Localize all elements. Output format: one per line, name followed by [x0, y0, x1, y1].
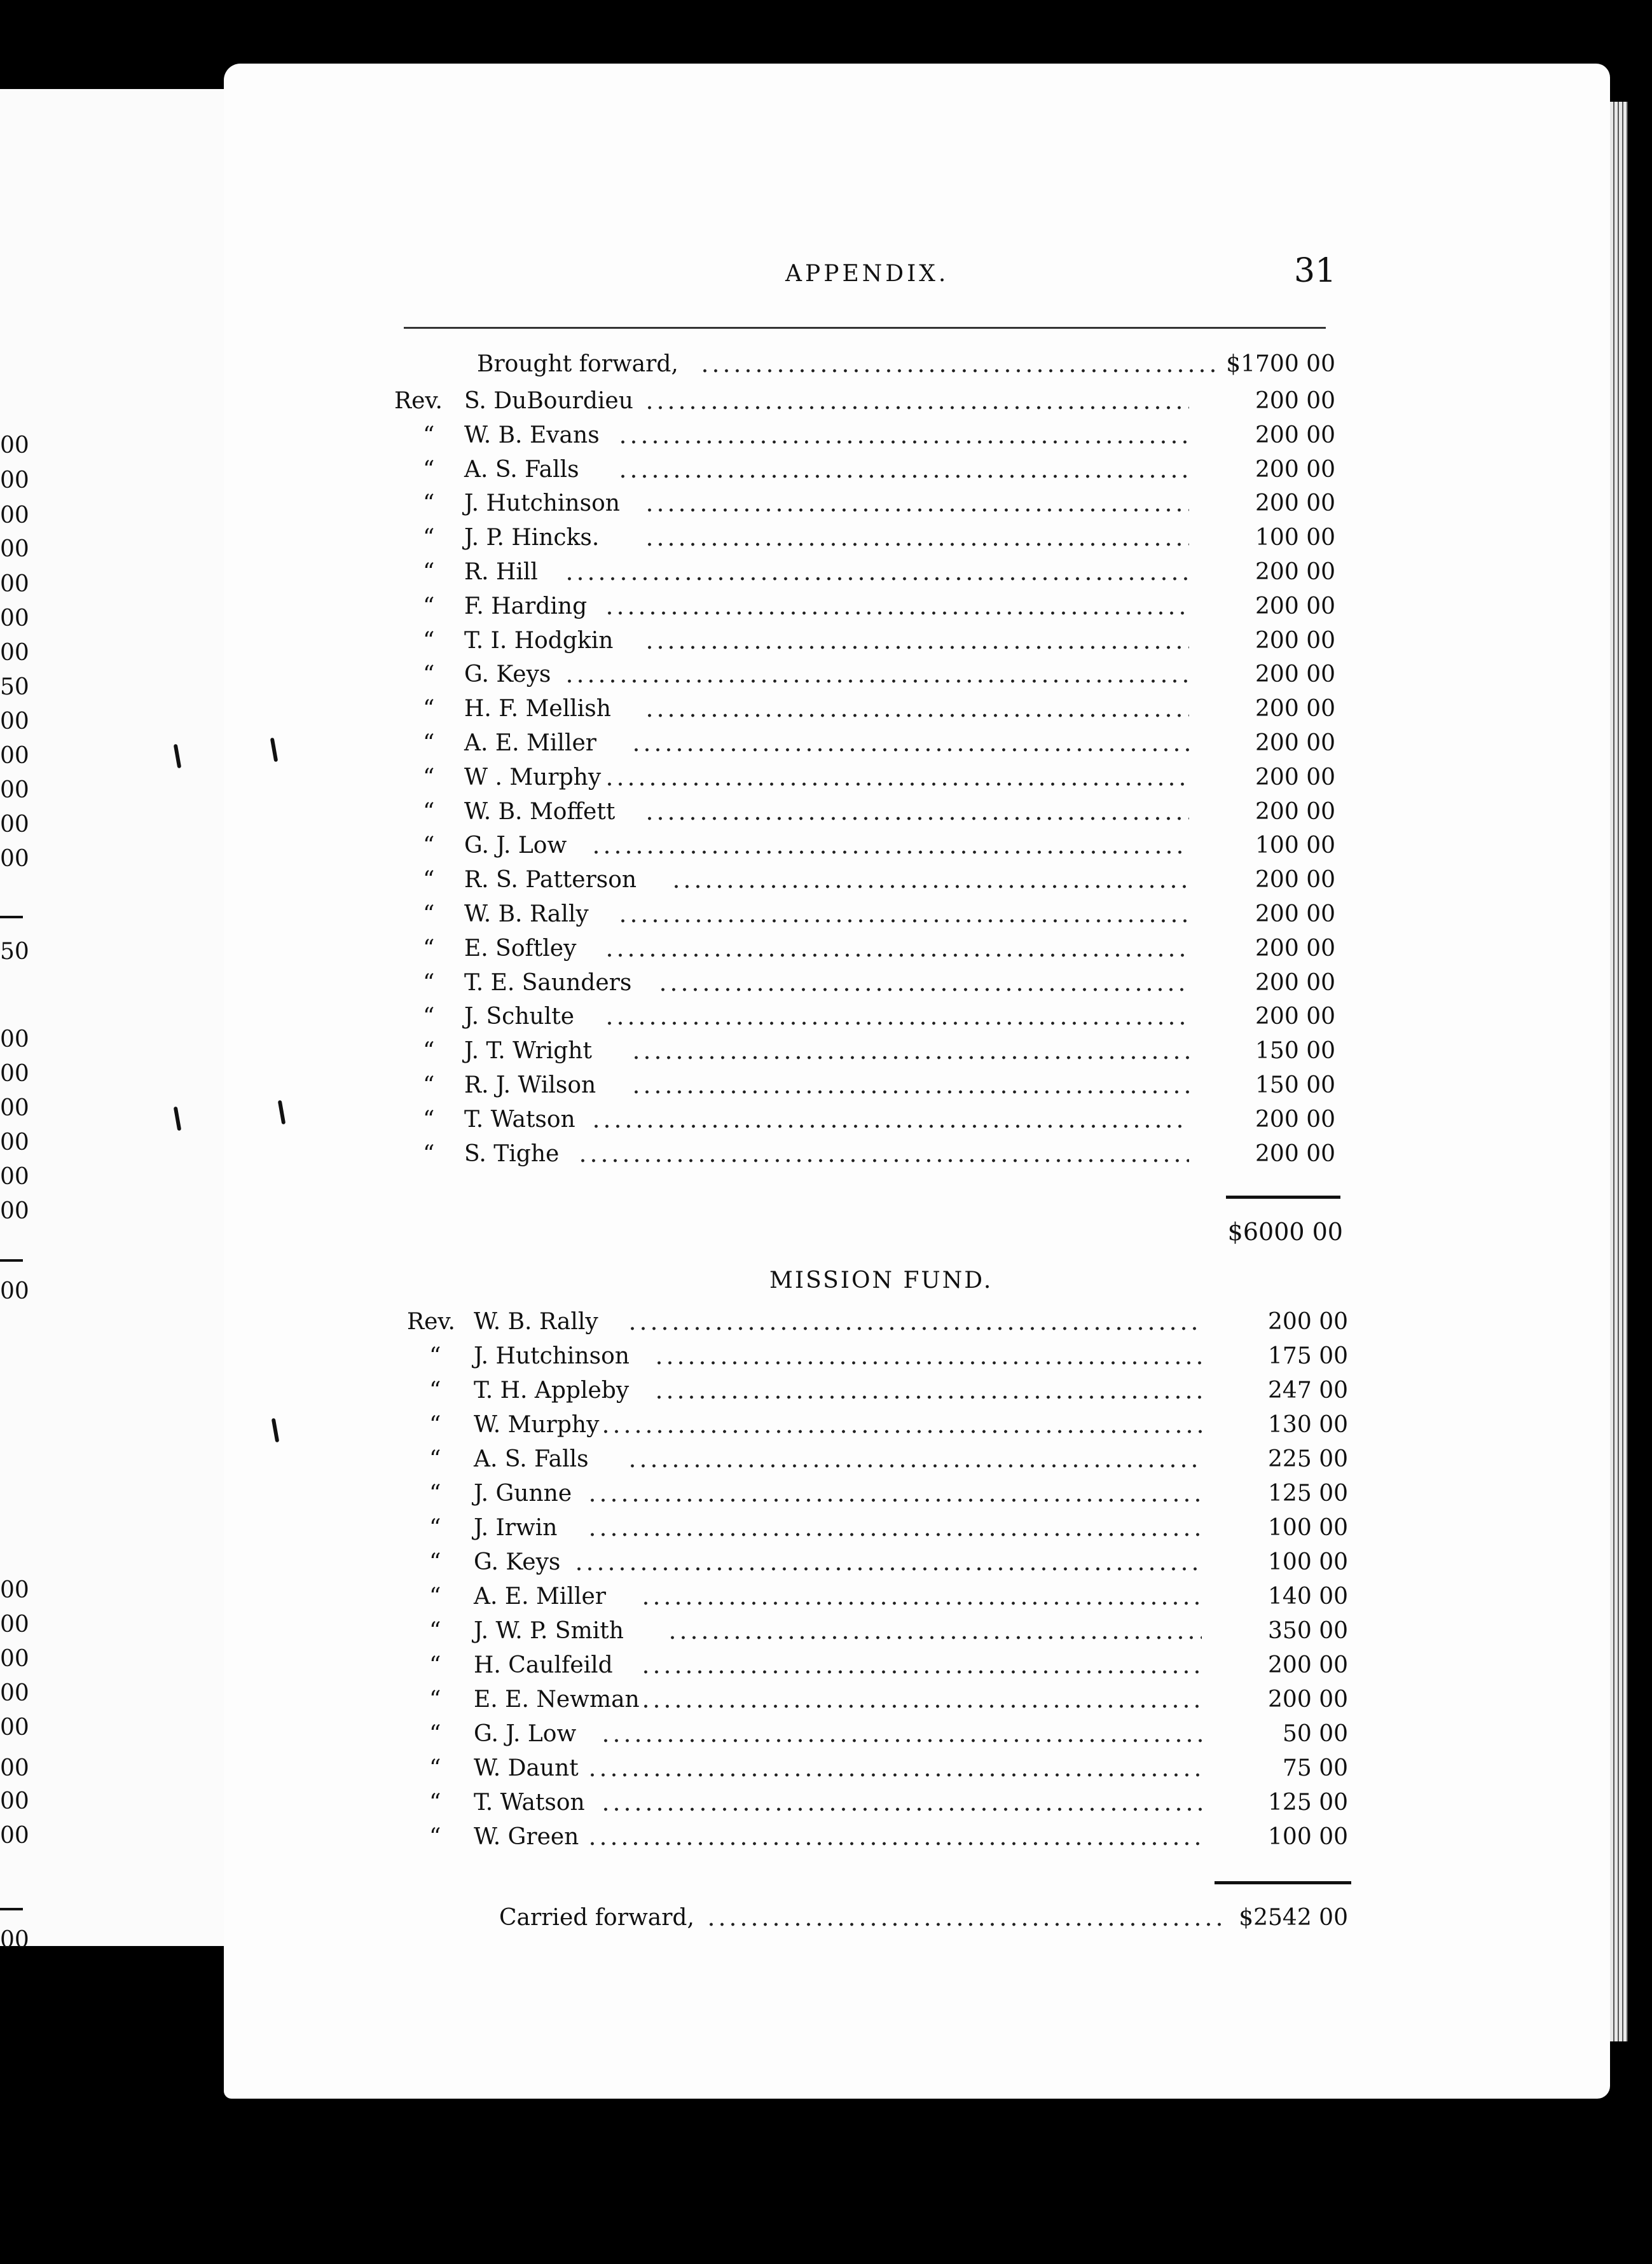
entry-name: G. J. Low [474, 1721, 577, 1747]
ledger-row [423, 422, 1335, 454]
entry-prefix: “ [423, 1004, 435, 1030]
entry-prefix: “ [423, 593, 435, 619]
ledger-row [429, 1412, 1348, 1444]
left-page-amount-fragment: 00 [0, 571, 29, 597]
entry-name: J. Irwin [474, 1515, 558, 1541]
ledger-row [429, 1343, 1348, 1375]
left-page-amount-fragment: 00 [0, 708, 29, 735]
ledger-row [429, 1515, 1348, 1547]
entry-prefix: “ [423, 661, 435, 688]
entry-amount: 350 00 [1268, 1618, 1348, 1644]
entry-prefix: “ [429, 1446, 441, 1472]
left-page-amount-fragment: 00 [0, 605, 29, 632]
entry-amount: 200 00 [1255, 764, 1335, 790]
header-title: APPENDIX. [785, 261, 949, 287]
entry-prefix: “ [423, 764, 435, 790]
dot-leader [627, 1464, 1202, 1468]
carried-forward-row [407, 1905, 1348, 1936]
left-page-amount-fragment: 00 [0, 743, 29, 769]
left-page-amount-fragment: 00 [0, 1680, 29, 1706]
entry-amount: 200 00 [1268, 1687, 1348, 1713]
entry-name: G. Keys [474, 1549, 561, 1575]
entry-amount: 200 00 [1255, 696, 1335, 722]
ledger-row [429, 1618, 1348, 1650]
entry-name: T. Watson [474, 1790, 585, 1816]
dot-leader [587, 1773, 1202, 1777]
entry-prefix: Rev. [407, 1309, 455, 1335]
entry-amount: 200 00 [1255, 901, 1335, 927]
entry-name: H. F. Mellish [464, 696, 611, 722]
ledger-row [423, 799, 1335, 831]
header-rule [404, 327, 1326, 329]
entry-prefix: “ [429, 1618, 441, 1644]
entry-name: J. P. Hincks. [464, 525, 600, 551]
entry-name: W . Murphy [464, 764, 602, 790]
dot-leader [604, 782, 1189, 786]
entry-prefix: “ [423, 867, 435, 894]
left-page-amount-fragment: 00 [0, 1646, 29, 1672]
dot-leader [699, 369, 1221, 373]
dot-leader [617, 919, 1189, 923]
entry-name: J. Schulte [464, 1004, 575, 1030]
entry-name: J. T. Wright [464, 1038, 592, 1065]
dot-leader [631, 1056, 1189, 1060]
entry-prefix: “ [429, 1584, 441, 1610]
ledger-row [429, 1790, 1348, 1821]
brought-forward-label: Brought forward, [477, 351, 678, 377]
dot-leader [604, 611, 1189, 615]
entry-name: F. Harding [464, 593, 588, 619]
ledger-row [423, 1072, 1335, 1104]
ledger-row [407, 1309, 1348, 1341]
entry-prefix: “ [429, 1790, 441, 1816]
entry-name: S. Tighe [464, 1140, 560, 1167]
entry-name: A. S. Falls [464, 456, 579, 483]
entry-amount: 175 00 [1268, 1343, 1348, 1369]
entry-name: R. S. Patterson [464, 867, 637, 894]
page-number: 31 [1294, 252, 1337, 290]
entry-amount: 200 00 [1255, 1106, 1335, 1133]
entry-prefix: “ [429, 1343, 441, 1369]
entry-name: E. Softley [464, 935, 577, 962]
ledger-row [429, 1377, 1348, 1409]
entry-prefix: “ [429, 1755, 441, 1781]
entry-name: G. J. Low [464, 832, 567, 859]
ledger-row [423, 457, 1335, 488]
dot-leader [604, 1021, 1189, 1025]
entry-amount: 100 00 [1268, 1549, 1348, 1575]
dot-leader [644, 645, 1189, 649]
dot-leader [564, 679, 1189, 683]
dot-leader [667, 1636, 1202, 1639]
entry-amount: 75 00 [1282, 1755, 1348, 1781]
left-page-amount-fragment: 50 [0, 674, 29, 700]
entry-amount: 200 00 [1255, 1140, 1335, 1167]
left-page-amount-fragment: 00 [0, 467, 29, 494]
entry-amount: 200 00 [1255, 627, 1335, 654]
entry-name: E. E. Newman [474, 1687, 640, 1713]
ledger-row [429, 1721, 1348, 1753]
list1-total: $6000 00 [1227, 1218, 1343, 1246]
entry-amount: 200 00 [1255, 935, 1335, 962]
left-page-amount-fragment: 00 [0, 777, 29, 803]
left-page-rule [0, 1908, 23, 1910]
entry-prefix: “ [423, 730, 435, 756]
brought-forward-row [394, 351, 1335, 383]
entry-name: H. Caulfeild [474, 1652, 613, 1678]
left-page-amount-fragment: 00 [0, 1026, 29, 1053]
left-page-amount-fragment: 00 [0, 1788, 29, 1814]
entry-prefix: “ [429, 1721, 441, 1747]
dot-leader [644, 817, 1189, 820]
entry-prefix: “ [423, 901, 435, 927]
dot-leader [640, 1601, 1202, 1605]
ledger-row [423, 901, 1335, 933]
entry-prefix: “ [429, 1377, 441, 1404]
entry-amount: 150 00 [1255, 1038, 1335, 1065]
dot-leader [654, 1361, 1202, 1365]
entry-prefix: “ [429, 1687, 441, 1713]
entry-prefix: “ [423, 525, 435, 551]
left-page-amount-fragment: 00 [0, 640, 29, 666]
entry-amount: 100 00 [1255, 525, 1335, 551]
entry-prefix: “ [423, 969, 435, 996]
dot-leader [640, 1704, 1202, 1708]
left-page-amount-fragment: 00 [0, 1095, 29, 1121]
left-page-amount-fragment: 00 [0, 1927, 29, 1953]
entry-name: J. Hutchinson [474, 1343, 630, 1369]
dot-leader [617, 474, 1189, 478]
entry-amount: 125 00 [1268, 1481, 1348, 1507]
entry-name: W. Green [474, 1824, 579, 1850]
entry-prefix: “ [423, 1140, 435, 1167]
entry-prefix: “ [423, 456, 435, 483]
entry-name: J. W. P. Smith [474, 1618, 624, 1644]
entry-amount: 100 00 [1255, 832, 1335, 859]
dot-leader [706, 1922, 1227, 1926]
entry-name: T. H. Appleby [474, 1377, 630, 1404]
ledger-row [423, 730, 1335, 762]
entry-amount: 247 00 [1268, 1377, 1348, 1404]
left-page-amount-fragment: 00 [0, 1278, 29, 1304]
entry-amount: 200 00 [1255, 730, 1335, 756]
ledger-row [429, 1481, 1348, 1512]
ledger-row [423, 628, 1335, 659]
entry-name: T. E. Saunders [464, 969, 632, 996]
ledger-row [429, 1584, 1348, 1615]
entry-name: T. Watson [464, 1106, 575, 1133]
dot-leader [631, 1090, 1189, 1094]
entry-name: W. B. Rally [474, 1309, 598, 1335]
entry-amount: 200 00 [1268, 1652, 1348, 1678]
entry-name: J. Gunne [474, 1481, 572, 1507]
ledger-row [423, 1004, 1335, 1035]
entry-prefix: “ [429, 1412, 441, 1438]
dot-leader [671, 885, 1189, 888]
entry-prefix: “ [423, 422, 435, 448]
left-page-rule [0, 916, 23, 918]
dot-leader [617, 440, 1189, 444]
entry-prefix: “ [423, 1072, 435, 1098]
entry-prefix: “ [423, 627, 435, 654]
entry-amount: 150 00 [1255, 1072, 1335, 1098]
entry-amount: 50 00 [1282, 1721, 1348, 1747]
ledger-row [429, 1824, 1348, 1856]
left-page-amount-fragment: 00 [0, 502, 29, 528]
left-page-amount-fragment: 00 [0, 1612, 29, 1638]
ledger-row [423, 867, 1335, 899]
left-page-amount-fragment: 00 [0, 1715, 29, 1741]
entry-prefix: “ [423, 696, 435, 722]
entry-name: A. S. Falls [474, 1446, 589, 1472]
entry-amount: 200 00 [1268, 1309, 1348, 1335]
dot-leader [631, 748, 1189, 752]
carried-forward-rule [1215, 1881, 1351, 1884]
entry-prefix: “ [423, 1038, 435, 1065]
left-page-amount-fragment: 00 [0, 1164, 29, 1190]
entry-amount: 100 00 [1268, 1824, 1348, 1850]
ledger-row [394, 388, 1335, 420]
ledger-row [429, 1652, 1348, 1684]
carried-forward-amount: $2542 00 [1239, 1905, 1348, 1931]
entry-prefix: “ [429, 1515, 441, 1541]
entry-amount: 200 00 [1255, 593, 1335, 619]
entry-prefix: “ [429, 1549, 441, 1575]
entry-name: T. I. Hodgkin [464, 627, 614, 654]
dot-leader [591, 850, 1189, 854]
ledger-row [423, 832, 1335, 864]
left-page-amount-fragment: 00 [0, 432, 29, 459]
dot-leader [587, 1842, 1202, 1846]
ledger-row [429, 1755, 1348, 1787]
left-page-amount-fragment: 00 [0, 1061, 29, 1087]
dot-leader [574, 1567, 1202, 1571]
left-page-amount-fragment: 00 [0, 846, 29, 872]
entry-name: W. B. Rally [464, 901, 589, 927]
entry-prefix: “ [423, 832, 435, 859]
entry-prefix: Rev. [394, 388, 443, 414]
ledger-row [423, 696, 1335, 728]
entry-amount: 200 00 [1255, 559, 1335, 585]
entry-amount: 130 00 [1268, 1412, 1348, 1438]
entry-amount: 200 00 [1255, 1004, 1335, 1030]
entry-amount: 100 00 [1268, 1515, 1348, 1541]
entry-name: G. Keys [464, 661, 551, 688]
ledger-row [423, 593, 1335, 625]
brought-forward-amount: $1700 00 [1226, 351, 1335, 377]
left-page-amount-fragment: 00 [0, 536, 29, 562]
dot-leader [657, 988, 1189, 991]
entry-prefix: “ [423, 798, 435, 825]
ledger-row [423, 970, 1335, 1002]
left-page-amount-fragment: 00 [0, 1755, 29, 1781]
left-page-rule [0, 1259, 23, 1262]
entry-name: A. E. Miller [474, 1584, 606, 1610]
entry-amount: 140 00 [1268, 1584, 1348, 1610]
ledger-row [429, 1446, 1348, 1478]
ledger-row [423, 1107, 1335, 1138]
entry-prefix: “ [423, 559, 435, 585]
entry-amount: 200 00 [1255, 490, 1335, 517]
entry-amount: 200 00 [1255, 422, 1335, 448]
dot-leader [564, 577, 1189, 581]
entry-name: W. B. Moffett [464, 798, 616, 825]
dot-leader [577, 1159, 1189, 1163]
ledger-row [423, 1141, 1335, 1173]
entry-amount: 200 00 [1255, 388, 1335, 414]
entry-amount: 125 00 [1268, 1790, 1348, 1816]
dot-leader [600, 1430, 1202, 1433]
entry-name: A. E. Miller [464, 730, 596, 756]
dot-leader [627, 1327, 1202, 1330]
ledger-row [423, 1038, 1335, 1070]
dot-leader [587, 1498, 1202, 1502]
dot-leader [654, 1395, 1202, 1399]
dot-leader [644, 714, 1189, 717]
entry-prefix: “ [423, 935, 435, 962]
left-page-amount-fragment: 00 [0, 1198, 29, 1224]
dot-leader [587, 1533, 1202, 1536]
entry-name: R. J. Wilson [464, 1072, 596, 1098]
entry-amount: 200 00 [1255, 661, 1335, 688]
left-page-amount-fragment: 00 [0, 811, 29, 838]
ledger-row [423, 490, 1335, 522]
entry-name: S. DuBourdieu [464, 388, 633, 414]
ledger-row [423, 525, 1335, 556]
dot-leader [600, 1807, 1202, 1811]
dot-leader [591, 1124, 1189, 1128]
dot-leader [644, 508, 1189, 512]
ledger-row [423, 559, 1335, 591]
entry-name: W. Daunt [474, 1755, 579, 1781]
ledger-row [423, 935, 1335, 967]
entry-amount: 200 00 [1255, 798, 1335, 825]
left-page-amount-fragment: 00 [0, 1129, 29, 1156]
left-page-amount-fragment: 00 [0, 1577, 29, 1603]
entry-prefix: “ [429, 1481, 441, 1507]
ledger-row [429, 1549, 1348, 1581]
carried-forward-label: Carried forward, [499, 1905, 694, 1931]
ledger-row [423, 764, 1335, 796]
entry-name: R. Hill [464, 559, 538, 585]
dot-leader [600, 1739, 1202, 1743]
dot-leader [604, 953, 1189, 957]
entry-prefix: “ [423, 490, 435, 517]
entry-amount: 200 00 [1255, 867, 1335, 894]
entry-name: W. B. Evans [464, 422, 600, 448]
entry-prefix: “ [429, 1652, 441, 1678]
dot-leader [644, 406, 1189, 410]
left-page-amount-fragment: 00 [0, 1823, 29, 1849]
entry-amount: 200 00 [1255, 969, 1335, 996]
entry-amount: 225 00 [1268, 1446, 1348, 1472]
entry-prefix: “ [423, 1106, 435, 1133]
ledger-row [429, 1687, 1348, 1718]
entry-name: J. Hutchinson [464, 490, 620, 517]
dot-leader [644, 542, 1189, 546]
dot-leader [640, 1670, 1202, 1674]
entry-name: W. Murphy [474, 1412, 600, 1438]
ledger-row [423, 661, 1335, 693]
entry-amount: 200 00 [1255, 456, 1335, 483]
mission-fund-title: MISSION FUND. [769, 1267, 993, 1294]
entry-prefix: “ [429, 1824, 441, 1850]
total-rule [1226, 1196, 1340, 1199]
left-page-amount-fragment: 50 [0, 939, 29, 965]
